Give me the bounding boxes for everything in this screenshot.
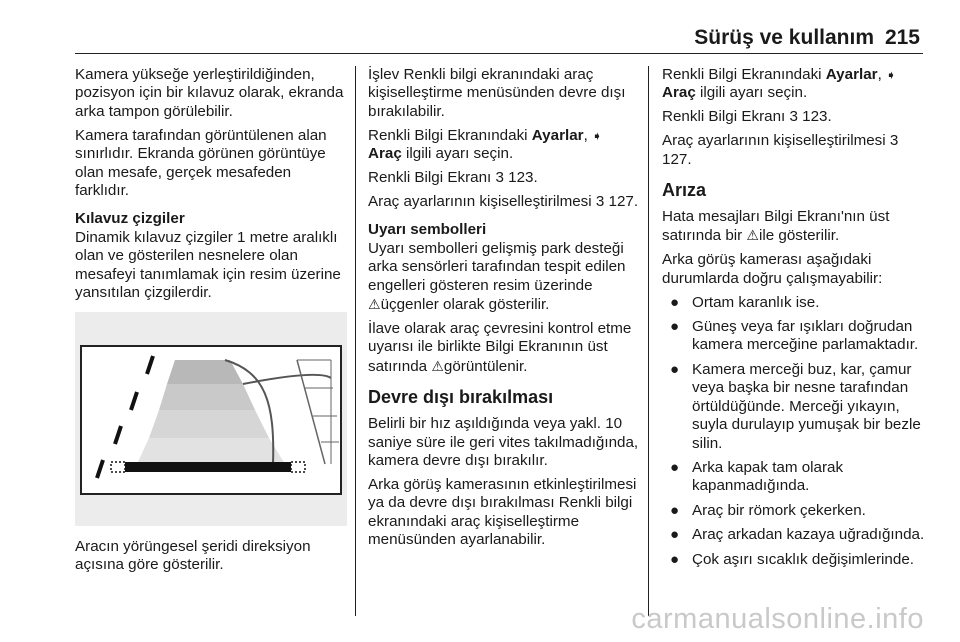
bullet-icon: ● (670, 318, 680, 336)
list-item: ● Ortam karanlık ise. (670, 293, 820, 311)
paragraph: Araç ayarlarının kişiselleştirilmesi 3 127. (662, 132, 899, 168)
paragraph: Araç ayarlarının kişiselleştirilmesi 3 127. (368, 192, 639, 210)
list-item: ● Arka kapak tam olarak kapanmadığında. (670, 458, 844, 495)
paragraph: Renkli Bilgi Ekranı 3 123. (368, 169, 538, 187)
bullet-icon: ● (670, 293, 680, 311)
column-1 (75, 66, 347, 308)
paragraph: Renkli Bilgi Ekranındaki Ayarlar, ➧ Araç ilgili ayarı seçin. (662, 66, 897, 102)
arrow-icon: ➧ (886, 68, 897, 82)
paragraph: Renkli Bilgi Ekranındaki Ayarlar, ➧ Araç ilgili ayarı seçin. (368, 126, 603, 163)
column-2 (368, 66, 640, 555)
warning-triangle-icon: ⚠ (431, 357, 444, 374)
paragraph: Belirli bir hız aşıldığında veya yakl. 10 saniye süre ile geri vites takılmadığında, kamera devre dışı bırakılır. (368, 415, 639, 469)
warning-triangle-icon: ⚠ (368, 295, 381, 312)
bullet-icon: ● (670, 550, 680, 568)
warning-triangle-icon: ⚠ (746, 227, 759, 244)
paragraph: Arka görüş kamerasının etkinleştirilmesi ya da devre dışı bırakılması Renkli bilgi ekranındaki araç kişiselleştirme menüsünden ayarlanabilir. (368, 475, 637, 549)
bullet-icon: ● (670, 360, 680, 378)
list-item: ● Araç bir römork çekerken. (670, 501, 866, 519)
column-3 (662, 66, 932, 575)
arrow-icon: ➧ (592, 128, 603, 143)
paragraph: Uyarı sembolleri gelişmiş park desteği arka sensörleri tarafından tespit edilen engelleri gösteren resim üzerinde ⚠üçgenler olarak gösterilir. (368, 239, 626, 313)
page-number: 215 (884, 26, 920, 49)
bullet-icon: ● (670, 526, 680, 544)
guideline-illustration (75, 312, 347, 526)
list-item: ● Güneş veya far ışıkları doğrudan kamera merceğine parlamaktadır. (670, 318, 919, 354)
rear-camera-guide-figure (75, 312, 347, 526)
paragraph: Renkli Bilgi Ekranı 3 123. (662, 108, 832, 126)
section-heading: Devre dışı bırakılması (368, 387, 554, 408)
paragraph: Hata mesajları Bilgi Ekranı'nın üst satırında bir ⚠ile gösterilir. (662, 208, 890, 245)
paragraph: İlave olarak araç çevresini kontrol etme uyarısı ile birlikte Bilgi Ekranının üst satırında ⚠görüntülenir. (368, 319, 632, 375)
subheading: Uyarı sembolleri (368, 221, 487, 239)
watermark: carmanualsonline.info (631, 603, 924, 635)
list-item: ● Kamera merceği buz, kar, çamur veya başka bir nesne tarafından örtüldüğünde. Merceği yıkayın, suyla durulayıp yumuşak bir bezle silin. (670, 360, 921, 452)
column-divider (355, 66, 356, 616)
bullet-icon: ● (670, 458, 680, 476)
page-header (0, 0, 960, 56)
section-heading: Arıza (662, 180, 707, 201)
paragraph: Kamera tarafından görüntülenen alan sınırlıdır. Ekranda görünen görüntüye olan mesafe, gerçek mesafeden farklıdır. (75, 126, 327, 199)
column-divider (648, 66, 649, 616)
paragraph: Kamera yükseğe yerleştirildiğinden, pozisyon için bir kılavuz olarak, ekranda arka tampon görülebilir. (75, 66, 344, 120)
paragraph: Dinamik kılavuz çizgiler 1 metre aralıklı olan ve gösterilen nesnelere olan mesafeyi tanımlamak için resim üzerine yansıtılan çizgilerdir. (75, 228, 341, 301)
bullet-icon: ● (670, 501, 680, 519)
subheading: Kılavuz çizgiler (75, 210, 185, 228)
paragraph: İşlev Renkli bilgi ekranındaki araç kişiselleştirme menüsünden devre dışı bırakılabilir. (368, 66, 626, 120)
section-title: Sürüş ve kullanım (694, 26, 874, 49)
list-item: ● Araç arkadan kazaya uğradığında. (670, 526, 925, 544)
failure-conditions-list (662, 294, 932, 569)
header-rule (75, 53, 923, 54)
figure-caption: Aracın yörüngesel şeridi direksiyon açısına göre gösterilir. (75, 538, 311, 574)
list-item: ● Çok aşırı sıcaklık değişimlerinde. (670, 550, 914, 568)
paragraph: Arka görüş kamerası aşağıdaki durumlarda doğru çalışmayabilir: (662, 251, 883, 287)
